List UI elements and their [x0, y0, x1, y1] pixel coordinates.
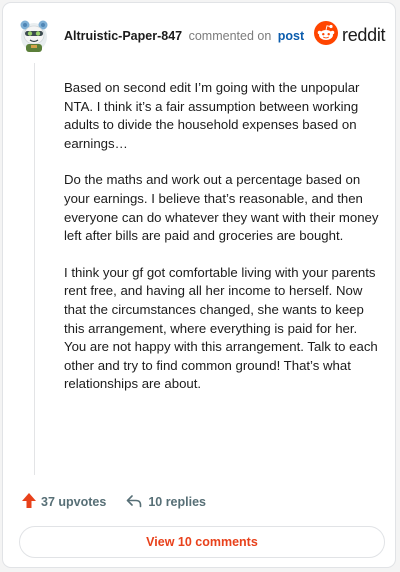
comment-card: [2, 2, 396, 568]
reddit-snoo-icon: [314, 21, 338, 50]
reply-group[interactable]: [126, 494, 206, 511]
avatar-icon[interactable]: [19, 17, 49, 53]
author-username[interactable]: Altruistic-Paper-847: [64, 29, 183, 43]
comment-body: [64, 79, 380, 412]
comment-paragraph-2: Do the maths and work out a percentage based on your earnings. I believe that’s reasonable, and then everyone can do whatever they want with their money left after bills are paid and groceries are bought.: [64, 172, 379, 244]
reddit-logo[interactable]: [314, 23, 385, 47]
upvote-group[interactable]: [21, 492, 106, 512]
upvote-count: 37 upvotes: [41, 495, 107, 509]
comment-header: [3, 3, 395, 67]
reply-arrow-icon[interactable]: [126, 494, 148, 511]
comment-paragraph-1: Based on second edit I’m going with the unpopular NTA. I think it’s a fair assumption between working adults to divide the household expenses based on earnings…: [64, 80, 360, 151]
comment-footer: [21, 491, 206, 513]
reply-count: 10 replies: [148, 495, 206, 509]
reddit-wordmark: reddit: [342, 25, 386, 45]
comment-paragraph-3: I think your gf got comfortable living with your parents rent free, and having all her income to herself. Now that the circumstances changed, she wants to keep this arrangement, where everything is paid for her. You are not happy with this arrangement. Talk to each other and try to find common ground! That’s what relationships are about.: [64, 264, 378, 392]
commented-on-text: commented on: [188, 29, 272, 43]
thread-line: [34, 63, 35, 475]
comment-author-line: [64, 29, 304, 43]
upvote-arrow-icon[interactable]: [21, 492, 41, 512]
post-link[interactable]: post: [277, 29, 305, 43]
view-comments-button[interactable]: View 10 comments: [19, 526, 385, 558]
